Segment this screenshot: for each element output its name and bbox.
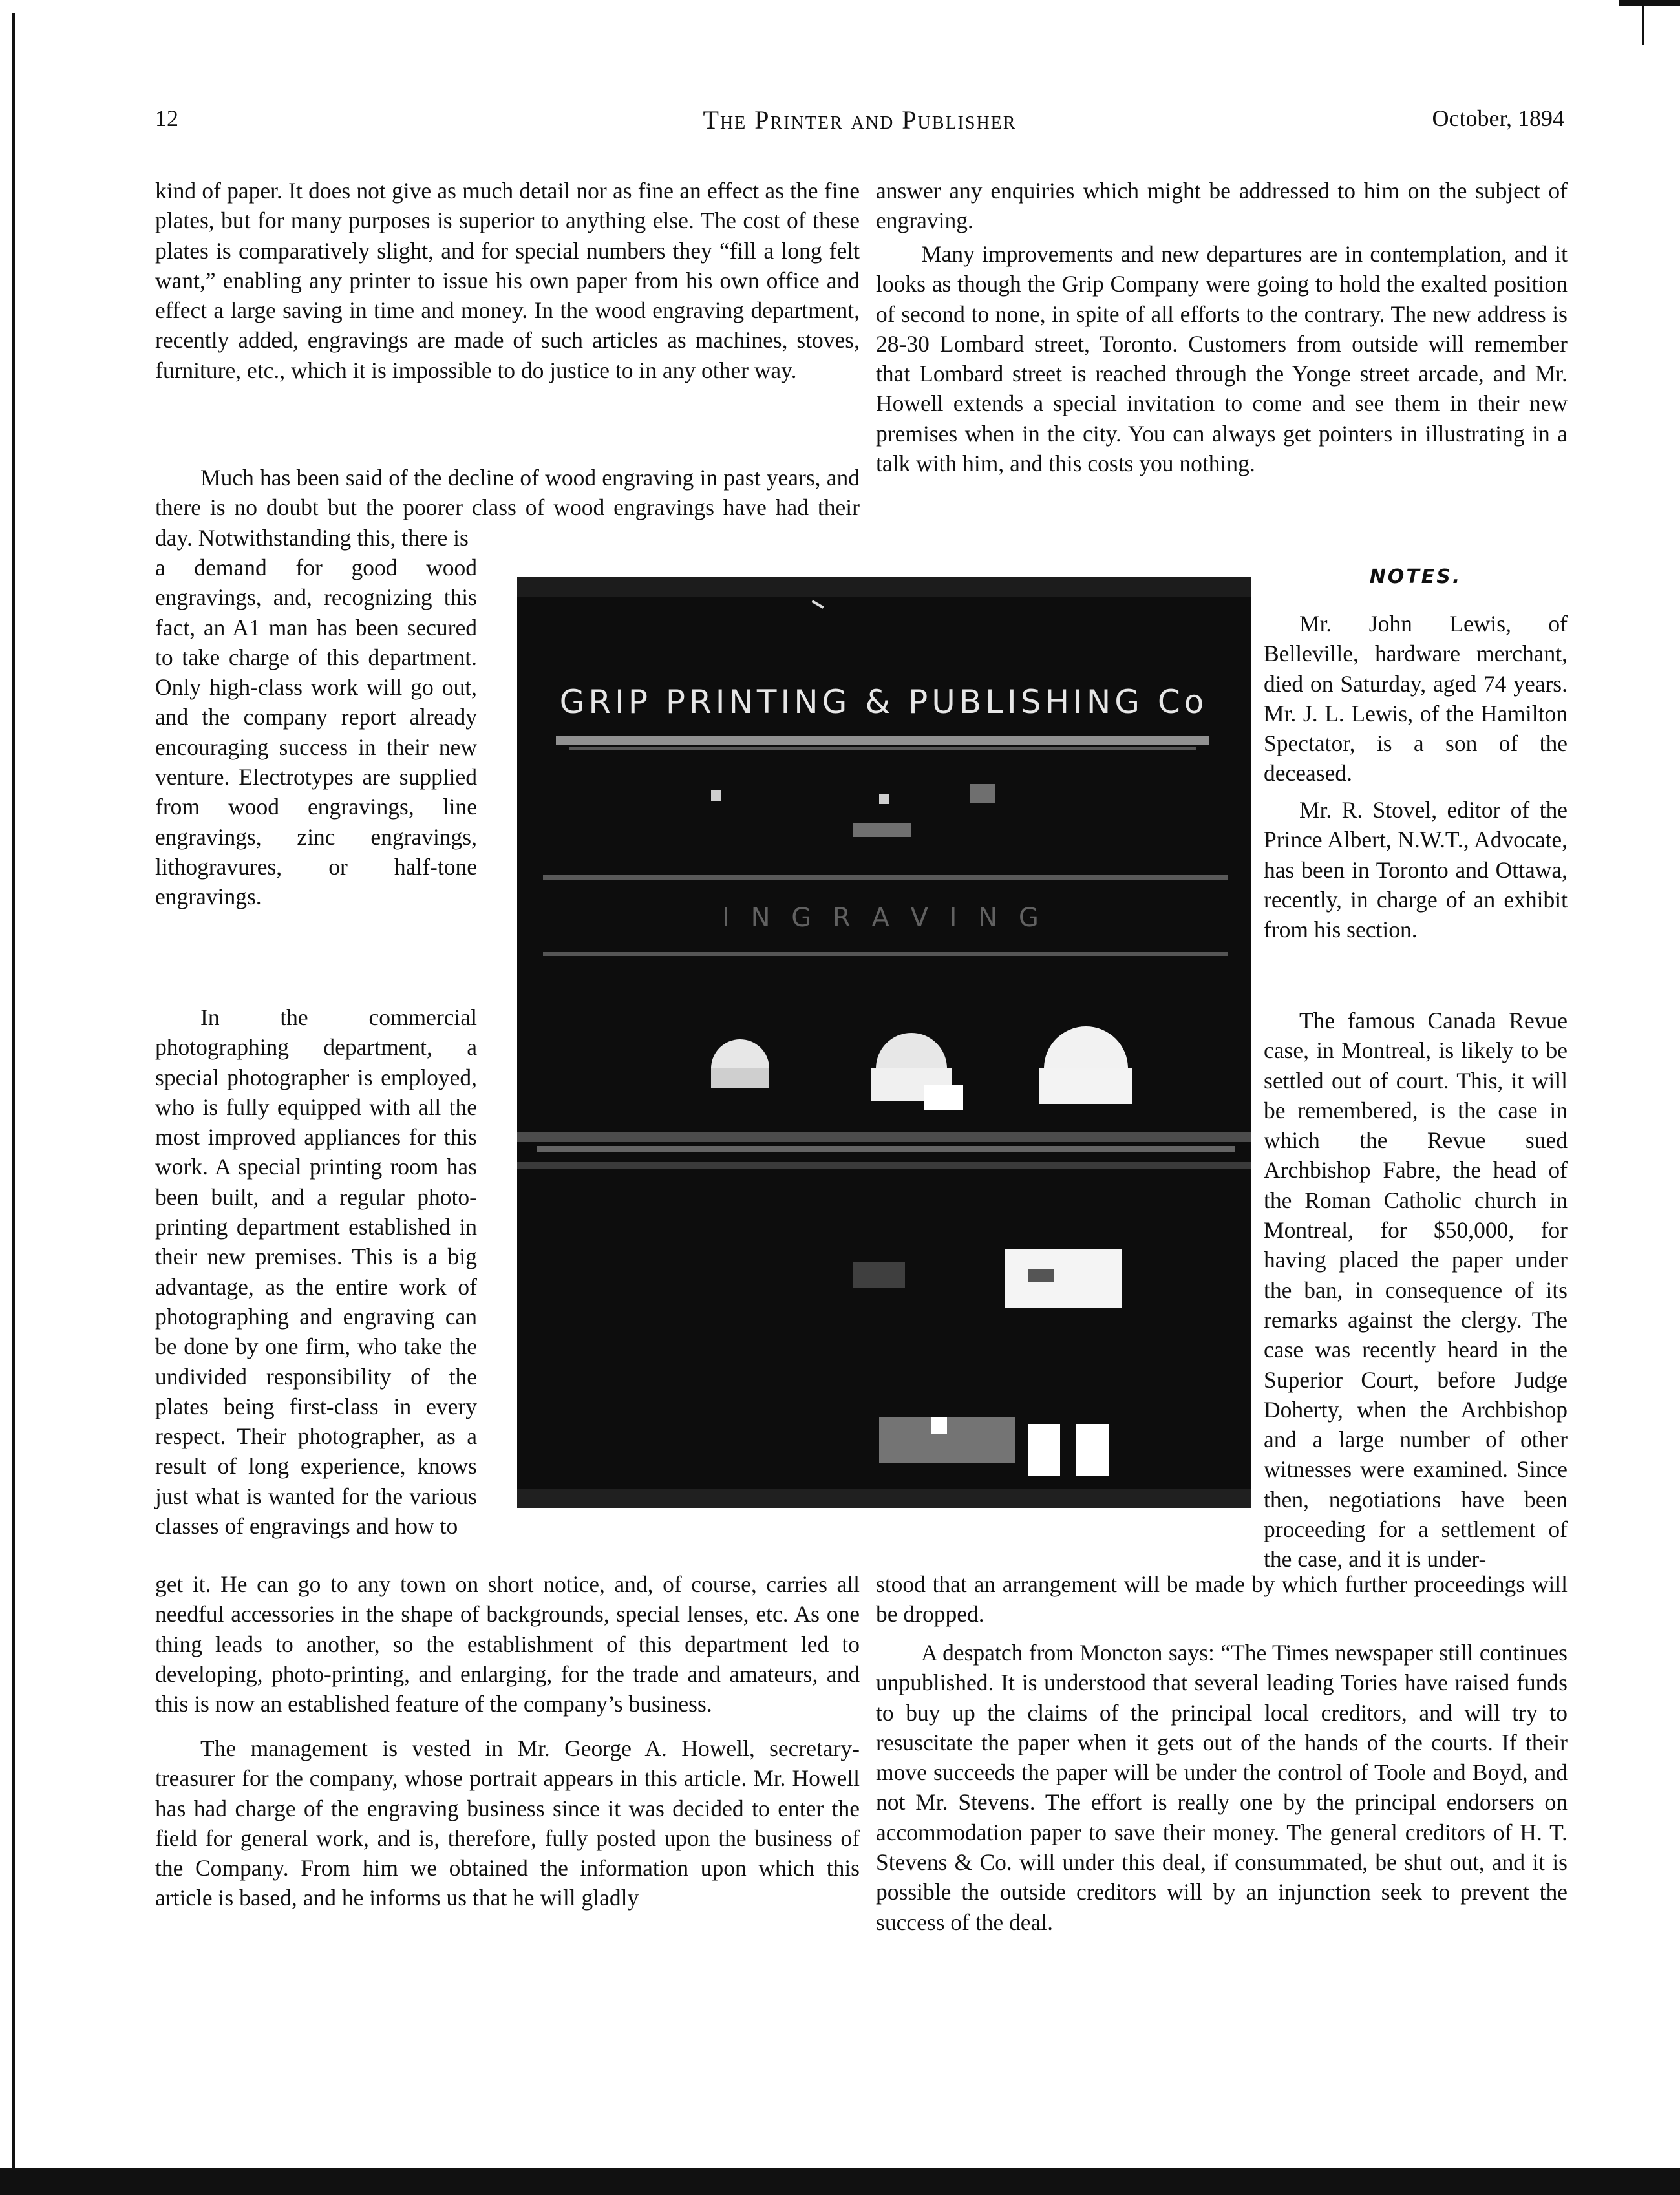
left-paragraph-2-narrow: a demand for good wood engravings, and, recognizing this fact, an A1 man has been secured to take charge of this department. Only high-class work will go out, and the company report already encouraging success in their new venture. Electrotypes are supplied from wood engravings, line engravings, zinc engravings, lithogravures, or half-tone engravings. [155, 555, 477, 910]
note-3-narrow: The famous Canada Revue case, in Montreal, is likely to be settled out of court. This, it will be remembered, is the case in which the Revue sued Archbishop Fabre, the head of the Roman Catholic church in Montreal, for $50,000, for having placed the paper under the ban, in consequence of its remarks against the clergy. The case was recently heard in the Superior Court, before Judge Doherty, when the Archbishop and a large number of other witnesses were examined. Since then, negotiations have been proceeding for a settlement of the case, and it is under- [1264, 1008, 1568, 1573]
publication-title: The Printer and Publisher [703, 105, 1017, 134]
note-1: Mr. John Lewis, of Belleville, hardware merchant, died on Saturday, aged 74 years. Mr. J. L. Lewis, of the Hamilton Spectator, is a son of the deceased. [1264, 611, 1568, 787]
note-2: Mr. R. Stovel, editor of the Prince Albert, N.W.T., Advocate, has been in Toronto and Ottawa, recently, in charge of an exhibit from his section. [1264, 797, 1568, 943]
right-paragraph-2: Many improvements and new departures are in contemplation, and it looks as though the Grip Company were going to hold the exalted position of second to none, in spite of all efforts to the contrary. The new address is 28-30 Lombard street, Toronto. Customers from outside will remember that Lombard street is reached through the Yonge street arcade, and Mr. Howell extends a special invitation to come and see them in their new premises when in the city. You can always get pointers in illustrating in a talk with him, and this costs you nothing. [876, 241, 1568, 477]
left-paragraph-4: The management is vested in Mr. George A. Howell, secretary-treasurer for the company, whose portrait appears in this article. Mr. Howell has had charge of the engraving business since it was decided to enter the field for general work, and is, therefore, fully posted upon the business of the Company. From him we obtained the information upon which this article is based, and he informs us that he will gladly [155, 1735, 860, 1911]
scan-left-edge [0, 0, 26, 2195]
svg-text:I N G R A V I N G: I N G R A V I N G [722, 903, 1045, 933]
notes-heading: NOTES. [1369, 566, 1462, 588]
left-paragraph-1: kind of paper. It does not give as much detail nor as fine an effect as the fine plates, but for many purposes is superior to anything else. The cost of these plates is comparatively slight, and for special numbers they “fill a long felt want,” enabling any printer to issue his own paper from his own office and effect a large saving in time and money. In the wood engraving department, recently added, engravings are made of such articles as machines, stoves, furniture, etc., which it is impossible to do justice to in any other way. [155, 178, 860, 383]
issue-date: October, 1894 [1432, 105, 1564, 131]
right-paragraph-1: answer any enquiries which might be addressed to him on the subject of engraving. [876, 178, 1568, 234]
note-3-wide: stood that an arrangement will be made by which further proceedings will be dropped. [876, 1571, 1568, 1628]
scan-right-tick [1642, 6, 1644, 45]
building-photograph [517, 577, 1251, 1508]
note-4: A despatch from Moncton says: “The Times newspaper still continues unpublished. It is understood that several leading Tories have raised funds to buy up the claims of the principal local creditors, and will try to resuscitate the paper when it gets out of the hands of the courts. If their move succeeds the paper will be under the control of Toole and Boyd, and not Mr. Stevens. The effort is really one by the principal endorsers on accommodation paper to save their money. The general creditors of H. T. Stevens & Co. will under this deal, if consummated, be shut out, and it is possible the outside creditors will by an injunction seek to prevent the success of the deal. [876, 1640, 1568, 1935]
scan-left-rule [12, 13, 15, 2191]
sign-text: GRIP PRINTING & PUBLISHING Co [559, 683, 1208, 721]
left-paragraph-2-wide: Much has been said of the decline of wood engraving in past years, and there is no doubt but the poorer class of wood engravings have had their day. Notwithstanding this, there is [155, 465, 860, 551]
scan-bottom-edge [0, 2168, 1680, 2195]
running-head [155, 105, 1564, 143]
left-paragraph-3-narrow: In the commercial photographing department, a special photographer is employed, who is fully equipped with all the most improved appliances for this work. A special printing room has been built, and a regular photo-printing department established in their new premises. This is a big advantage, as the entire work of photographing and engraving can be done by one firm, who take the undivided responsibility of the plates being first-class in every respect. Their photographer, as a result of long experience, knows just what is wanted for the various classes of engravings and how to [155, 1004, 477, 1540]
page-number: 12 [155, 105, 178, 131]
building-photograph-image [517, 577, 1251, 1508]
left-paragraph-3-wide: get it. He can go to any town on short notice, and, of course, carries all needful accessories in the shape of backgrounds, special lenses, etc. As one thing leads to another, so the establishment of this department led to developing, photo-printing, and enlarging, for the trade and amateurs, and this is now an established feature of the company’s business. [155, 1571, 860, 1717]
scan-top-right-mark [1619, 0, 1680, 6]
